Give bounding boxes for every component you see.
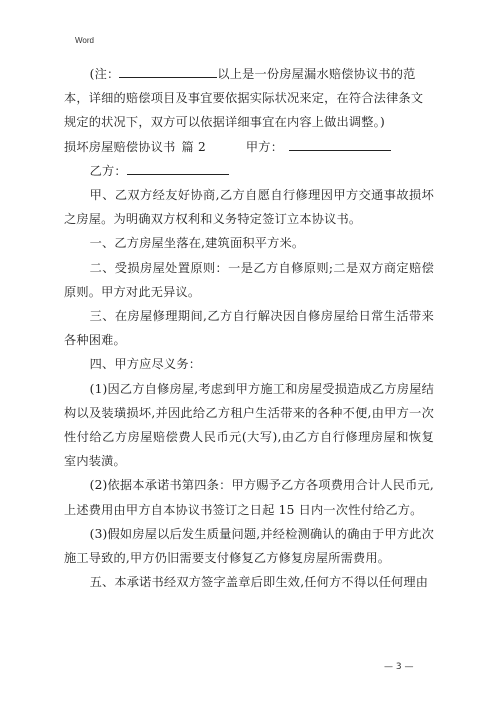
party-a-label: 甲方： bbox=[245, 139, 284, 154]
doc-title: 损坏房屋赔偿协议书 bbox=[64, 139, 176, 154]
paragraph-intro: 甲、乙双方经友好协商,乙方自愿自行修理因甲方交通事故损坏之房屋。为明确双方权利和义务特定签订立本协议书。 bbox=[64, 188, 434, 227]
clause-5: 五、本承诺书经双方签字盖章后即生效,任何方不得以任何理由 bbox=[89, 575, 429, 590]
note-line3: 规定的状况下，双方可以依据详细事宜在内容上做出调整。) bbox=[64, 115, 385, 130]
clause-4-sub-3: (3)假如房屋以后发生质量问题,并经检测确认的确由于甲方此次施工导致的,甲方仍旧需要支付修复乙方修复房屋所需费用。 bbox=[64, 526, 434, 566]
note-text: 以上是一份房屋漏水赔偿协议书的范 bbox=[217, 67, 416, 81]
party-b-blank bbox=[127, 161, 229, 175]
title-row bbox=[64, 135, 434, 159]
party-b-label: 乙方： bbox=[89, 163, 127, 178]
doc-part: 篇 2 bbox=[181, 139, 206, 154]
clause-3: 三、在房屋修理期间,乙方自行解决因自修房屋给日常生活带来各种困难。 bbox=[64, 309, 434, 348]
party-a-blank bbox=[289, 137, 391, 151]
note-line2: 本，详细的赔偿项目及事宜要依据实际状况来定，在符合法律条文 bbox=[64, 91, 424, 106]
clause-4-sub-2: (2)依据本承诺书第四条：甲方赐予乙方各项费用合计人民币元,上述费用由甲方自本协议书签订之日起 15 日内一次性付给乙方。 bbox=[64, 478, 434, 517]
clause-1: 一、乙方房屋坐落在,建筑面积平方米。 bbox=[89, 236, 305, 251]
note-open: (注： bbox=[89, 67, 120, 81]
note-blank bbox=[119, 64, 217, 78]
note-paragraph bbox=[64, 62, 434, 135]
app-label: Word bbox=[75, 36, 94, 45]
page-number: — 3 — bbox=[384, 662, 414, 672]
document-body bbox=[64, 62, 434, 594]
clause-4-sub-1: (1)因乙方自修房屋,考虑到甲方施工和房屋受损造成乙方房屋结构以及装璜损坏,并因此给乙方租户生活带来的各种不便,由甲方一次性付给乙方房屋赔偿费人民币元(大写),由乙方自行修理房屋和恢复室内装潢。 bbox=[64, 381, 434, 469]
clause-4: 四、甲方应尽义务： bbox=[89, 357, 202, 372]
clause-2: 二、受损房屋处置原则：一是乙方自修原则;二是双方商定赔偿原则。甲方对此无异议。 bbox=[64, 260, 434, 299]
party-b-row bbox=[64, 159, 434, 183]
